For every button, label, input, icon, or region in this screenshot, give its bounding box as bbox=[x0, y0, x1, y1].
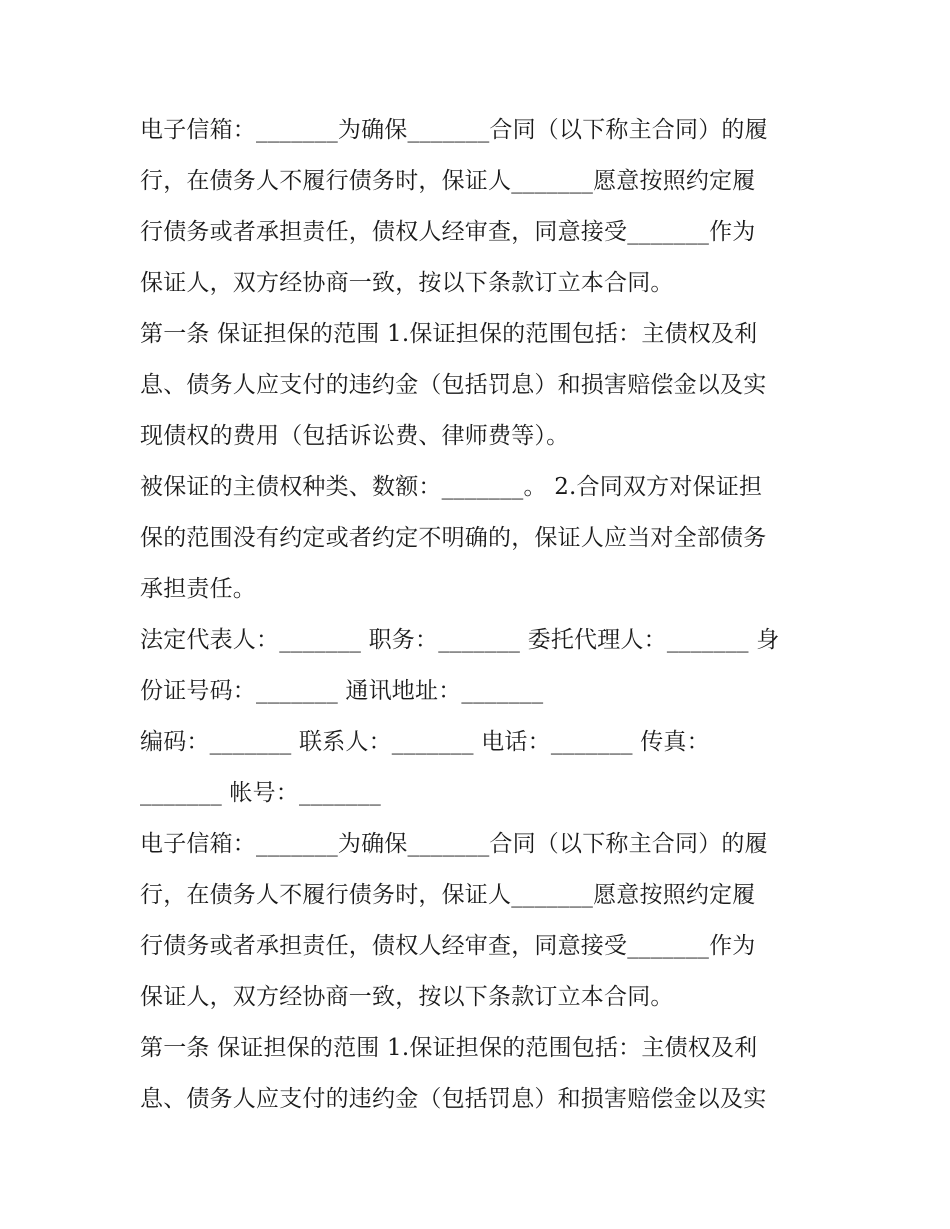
text-line: 保证人，双方经协商一致，按以下条款订立本合同。 bbox=[140, 270, 674, 296]
text-line: 编码：_______ 联系人：_______ 电话：_______ 传真： bbox=[140, 729, 710, 755]
text-line: 行，在债务人不履行债务时，保证人_______愿意按照约定履 bbox=[140, 882, 756, 908]
text-line: 第一条 保证担保的范围 1.保证担保的范围包括：主债权及利 bbox=[140, 321, 758, 347]
text-line: 份证号码：_______ 通讯地址：_______ bbox=[140, 678, 544, 704]
text-line: 行债务或者承担责任，债权人经审查，同意接受_______作为 bbox=[140, 219, 756, 245]
text-line: 息、债务人应支付的违约金（包括罚息）和损害赔偿金以及实 bbox=[140, 372, 767, 398]
text-line: _______ 帐号：_______ bbox=[140, 780, 381, 806]
document-body bbox=[140, 105, 820, 1125]
text-line: 保的范围没有约定或者约定不明确的，保证人应当对全部债务 bbox=[140, 525, 767, 551]
text-line: 现债权的费用（包括诉讼费、律师费等）。 bbox=[140, 423, 570, 449]
text-line: 息、债务人应支付的违约金（包括罚息）和损害赔偿金以及实 bbox=[140, 1086, 767, 1112]
text-line: 法定代表人：_______ 职务：_______ 委托代理人：_______ 身 bbox=[140, 627, 780, 653]
text-line: 被保证的主债权种类、数额：_______。 2.合同双方对保证担 bbox=[140, 474, 763, 500]
text-line: 行债务或者承担责任，债权人经审查，同意接受_______作为 bbox=[140, 933, 756, 959]
text-line: 第一条 保证担保的范围 1.保证担保的范围包括：主债权及利 bbox=[140, 1035, 758, 1061]
text-line: 承担责任。 bbox=[140, 576, 256, 602]
text-line: 电子信箱：_______为确保_______合同（以下称主合同）的履 bbox=[140, 117, 768, 143]
text-line: 行，在债务人不履行债务时，保证人_______愿意按照约定履 bbox=[140, 168, 756, 194]
text-line: 电子信箱：_______为确保_______合同（以下称主合同）的履 bbox=[140, 831, 768, 857]
text-line: 保证人，双方经协商一致，按以下条款订立本合同。 bbox=[140, 984, 674, 1010]
